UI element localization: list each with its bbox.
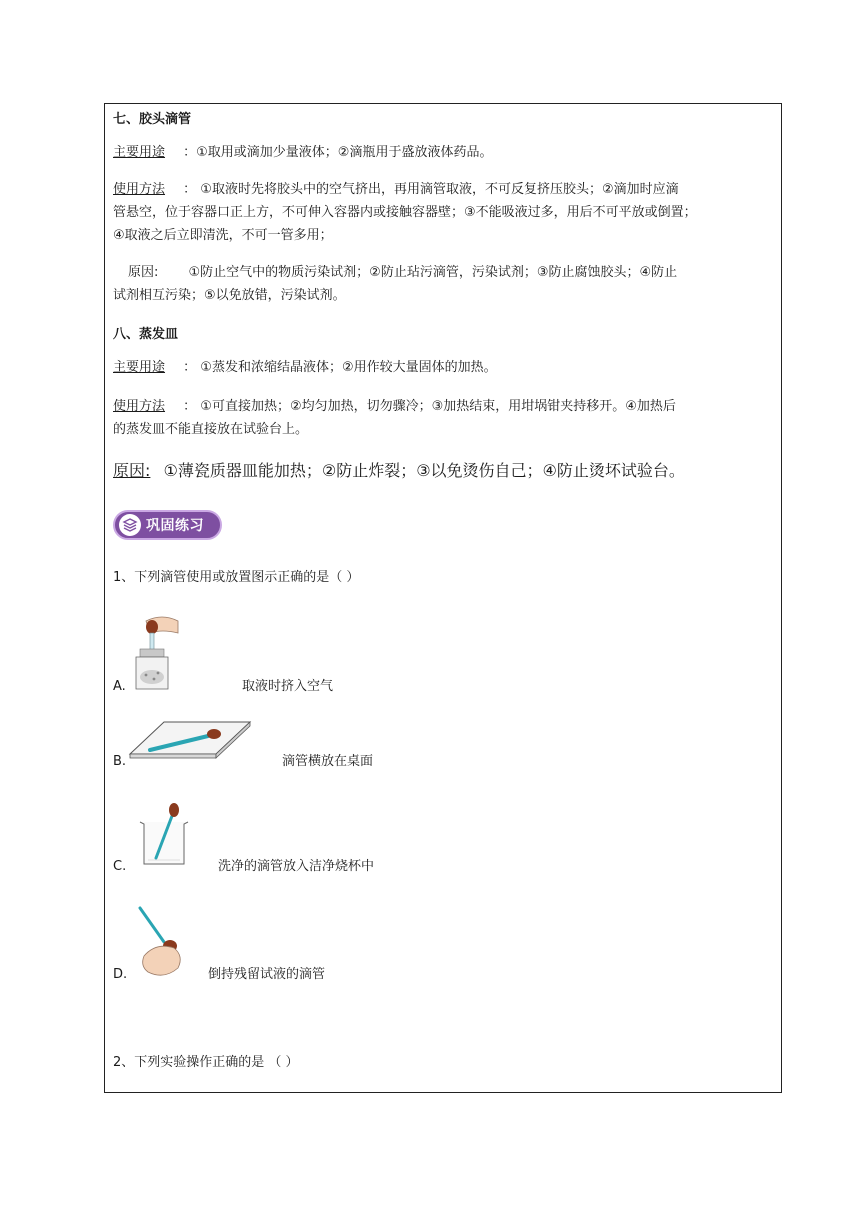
practice-badge — [113, 510, 222, 540]
reason-label: 原因: — [113, 461, 151, 480]
badge-label: 巩固练习 — [146, 518, 204, 534]
use-label: 主要用途 — [113, 360, 166, 375]
section8-title: 八、蒸发皿 — [113, 327, 179, 342]
option-b-letter: B. — [113, 754, 127, 769]
section7-method-line1 — [113, 180, 679, 200]
section8-method-line1 — [113, 397, 676, 417]
option-b-image — [128, 720, 252, 768]
option-a-letter: A. — [113, 679, 126, 694]
section7-use — [113, 143, 492, 163]
use-text: ： ①蒸发和浓缩结晶液体；②用作较大量固体的加热。 — [183, 360, 497, 375]
option-c-text: 洗净的滴管放入洁净烧杯中 — [218, 859, 375, 874]
option-c-letter: C. — [113, 859, 127, 874]
reason-text-1: ①防止空气中的物质污染试剂；②防止玷污滴管，污染试剂；③防止腐蚀胶头；④防止 — [188, 265, 678, 280]
reason-label: 原因: — [128, 265, 159, 280]
use-label: 主要用途 — [113, 145, 166, 160]
use-text: ：①取用或滴加少量液体；②滴瓶用于盛放液体药品。 — [183, 145, 493, 160]
question2-stem: 2、下列实验操作正确的是 （ ） — [113, 1055, 299, 1070]
question1-stem: 1、下列滴管使用或放置图示正确的是（ ） — [113, 570, 360, 585]
layers-icon — [119, 514, 141, 536]
option-d-text: 倒持残留试液的滴管 — [208, 967, 326, 982]
method-text-1: ： ①可直接加热；②均匀加热，切勿骤冷；③加热结束，用坩埚钳夹持移开。④加热后 — [183, 399, 676, 414]
method-label: 使用方法 — [113, 182, 166, 197]
method-text-1: ： ①取液时先将胶头中的空气挤出，再用滴管取液，不可反复挤压胶头；②滴加时应滴 — [183, 182, 679, 197]
option-b-text: 滴管横放在桌面 — [282, 754, 374, 769]
method-label: 使用方法 — [113, 399, 166, 414]
option-d-letter: D. — [113, 967, 128, 982]
section7-reason-line2: 试剂相互污染；⑤以免放错，污染试剂。 — [113, 288, 346, 303]
section8-method-line2: 的蒸发皿不能直接放在试验台上。 — [113, 422, 309, 437]
section7-method-line2: 管悬空，位于容器口正上方，不可伸入容器内或接触容器壁；③不能吸液过多，用后不可平放或倒置； — [113, 205, 697, 220]
option-a-image — [132, 615, 184, 691]
option-c-image — [138, 802, 194, 868]
option-a-text: 取液时挤入空气 — [242, 679, 334, 694]
section7-reason-line1 — [128, 263, 677, 283]
section7-method-line3: ④取液之后立即清洗，不可一管多用； — [113, 228, 333, 243]
reason-text: ①薄瓷质器皿能加热；②防止炸裂；③以免烫伤自己；④防止烫坏试验台。 — [163, 461, 685, 480]
section7-title: 七、胶头滴管 — [113, 112, 192, 127]
section8-use — [113, 358, 497, 378]
option-d-image — [134, 904, 190, 980]
content-frame — [104, 103, 782, 1093]
section8-reason — [113, 460, 685, 482]
